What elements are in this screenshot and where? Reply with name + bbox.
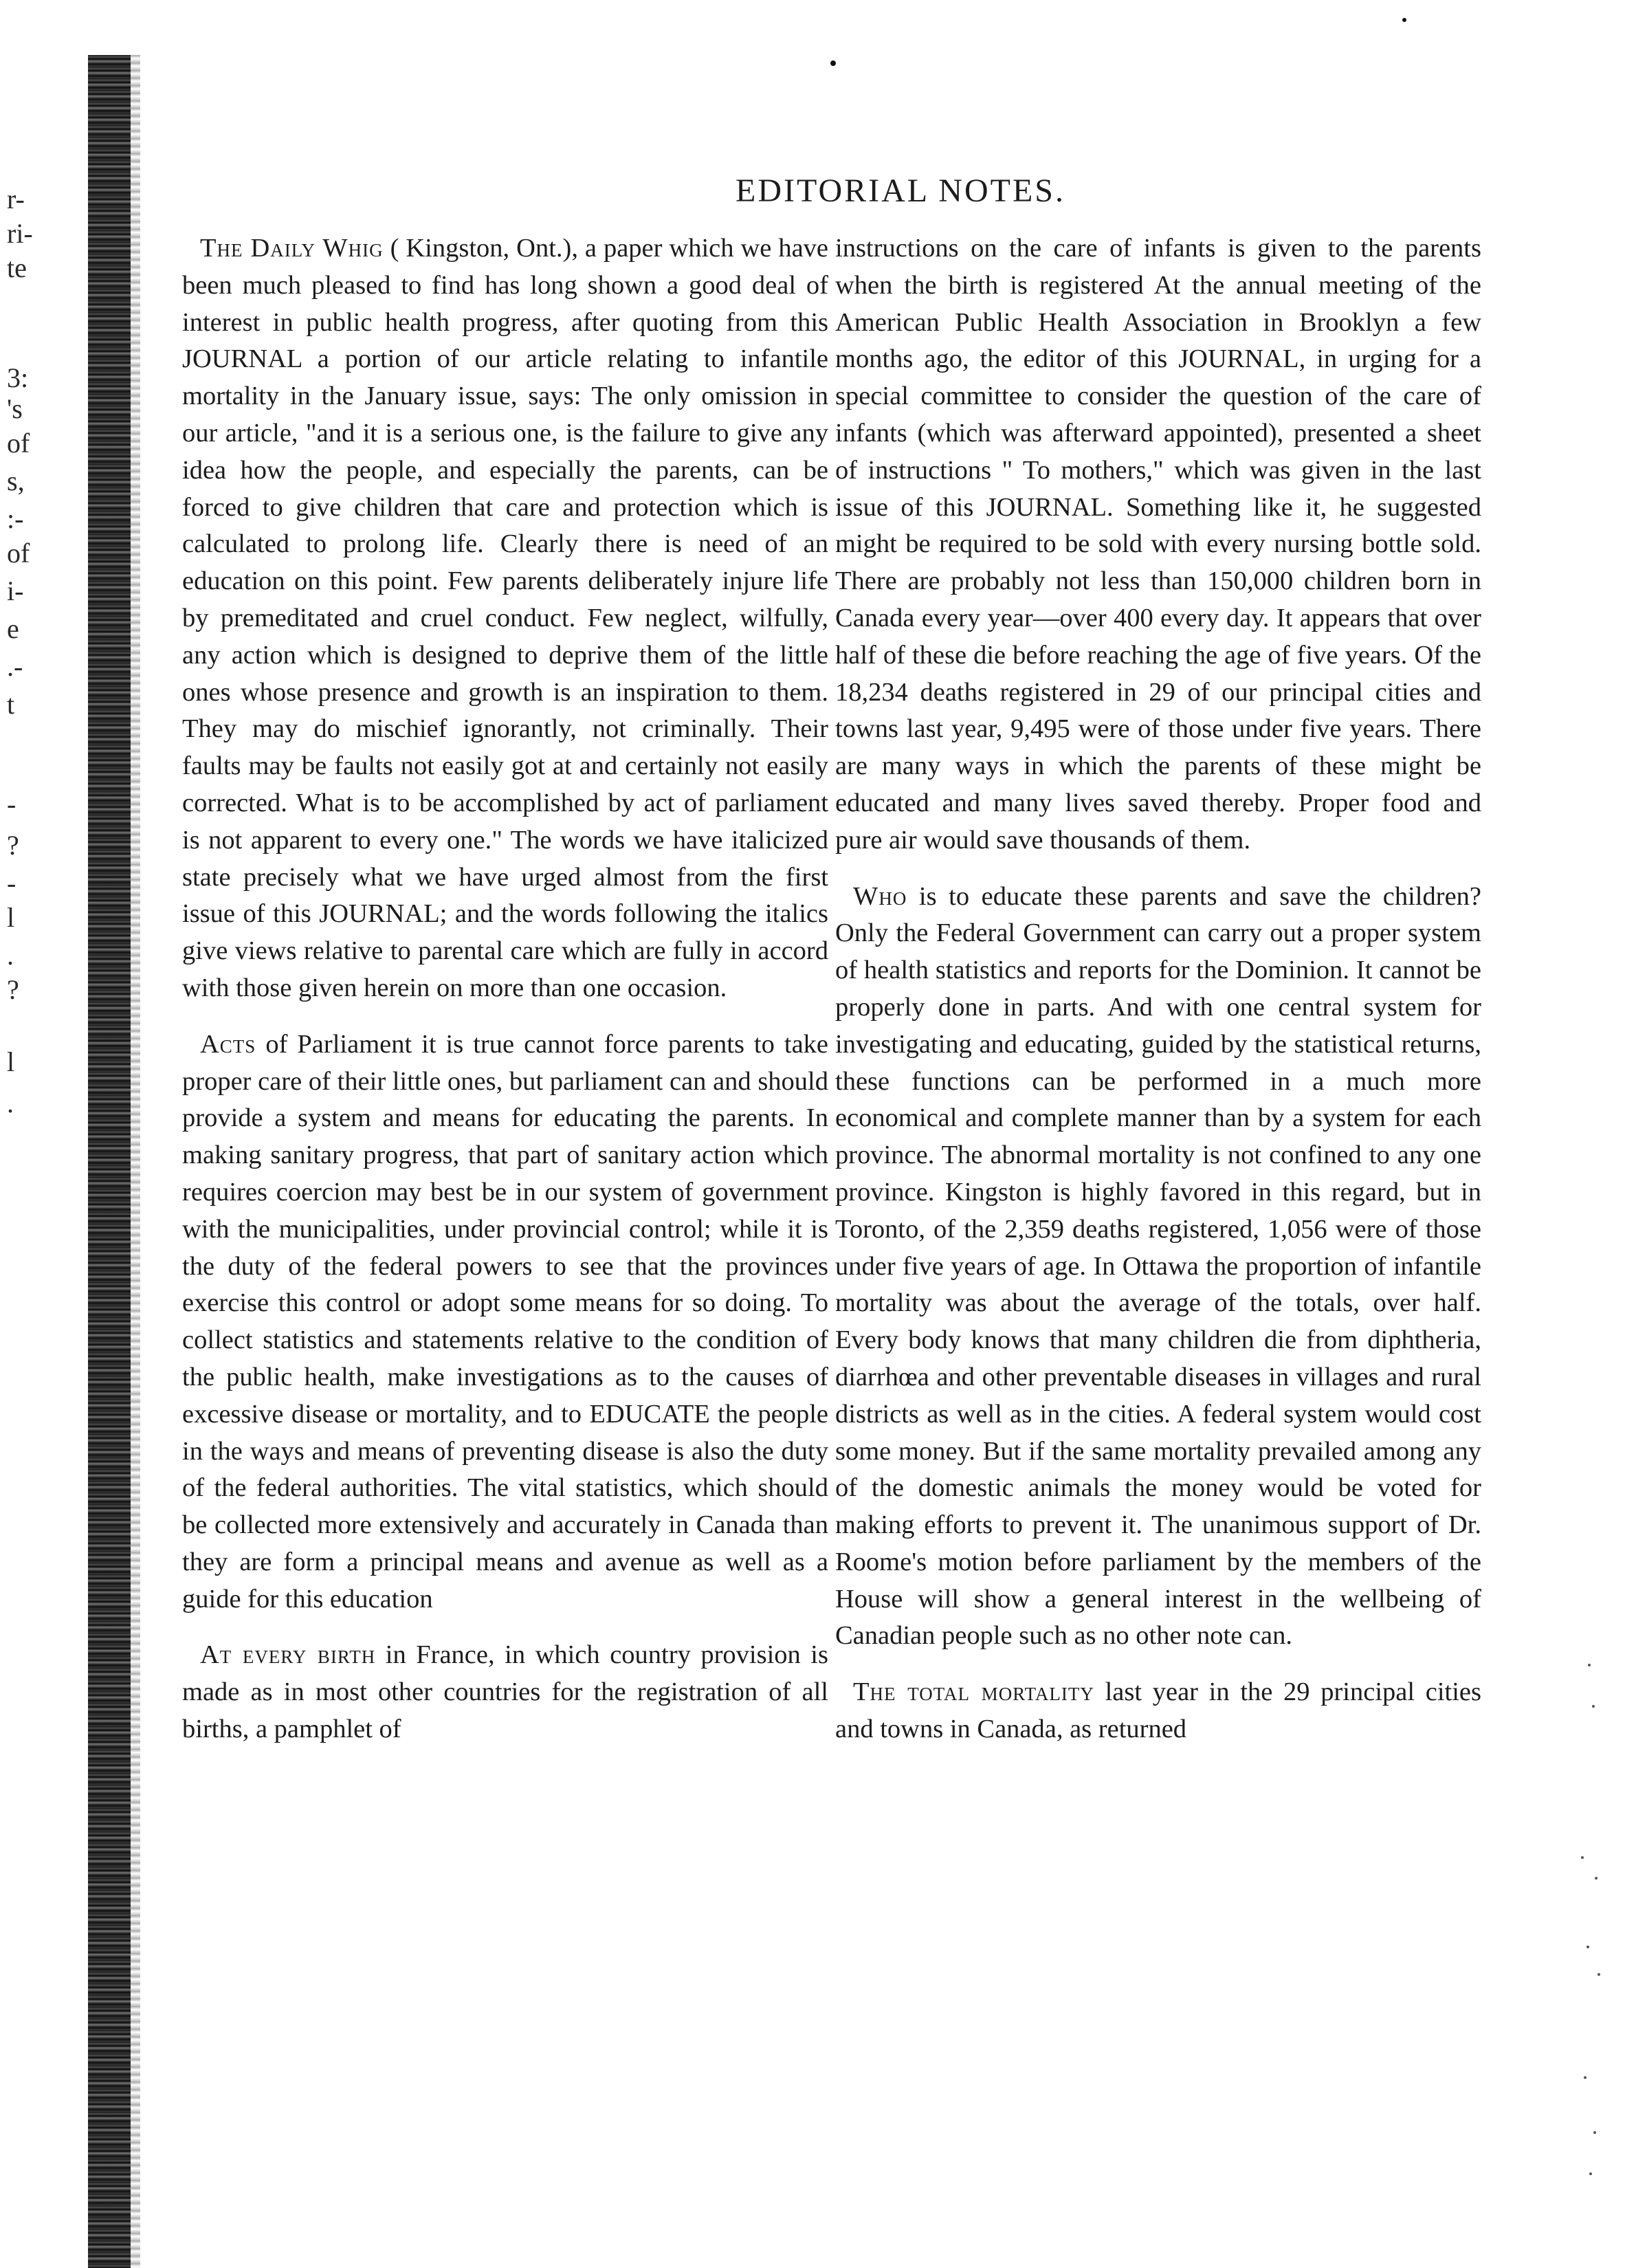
margin-fragment: -: [7, 868, 16, 899]
margin-fragment: r-: [7, 184, 25, 214]
right-column: [835, 230, 1481, 1768]
margin-fragment: l: [7, 902, 15, 933]
margin-fragment: 3:: [7, 362, 29, 393]
margin-fragment: ri-: [7, 218, 33, 249]
margin-fragment: .: [7, 940, 14, 971]
margin-fragment: .-: [7, 651, 23, 682]
margin-fragment: -: [7, 789, 16, 819]
paragraph: [182, 1026, 828, 1618]
ink-speck: [1584, 2076, 1587, 2079]
left-column: [182, 230, 828, 1768]
margin-fragment: :-: [7, 503, 24, 534]
paragraph: [835, 879, 1481, 1655]
margin-fragment: .: [7, 1088, 14, 1119]
left-margin-fragments: [0, 0, 76, 2268]
paragraph: [835, 230, 1481, 859]
margin-fragment: i-: [7, 575, 24, 606]
ink-speck: [1587, 1946, 1589, 1948]
paragraph: [182, 230, 828, 1007]
ink-speck: [1595, 1877, 1598, 1880]
margin-fragment: s,: [7, 465, 25, 496]
ink-speck: [1592, 1705, 1595, 1708]
margin-fragment: l: [7, 1046, 15, 1077]
margin-fragment: of: [7, 538, 30, 569]
right-margin-specks: [1574, 1650, 1615, 2200]
margin-fragment: e: [7, 613, 19, 644]
ink-speck: [1589, 2172, 1592, 2175]
paragraph-text: ( Kingston, Ont.), a paper which we have been much pleased to find has long shown a good deal of interest in public health progress, after quoting from this JOURNAL a portion of our article relating to infantile mortality in the January issue, says: The only omission in our article, "and it is a serious one, is the failure to give any idea how the people, and especially the parents, can be forced to give children that care and protection which is calculated to prolong life. Clearly there is need of an education on this point. Few parents deliberately injure life by premeditated and cruel conduct. Few neglect, wilfully, any action which is designed to deprive them of the little ones whose presence and growth is an inspiration to them. They may do mischief ignorantly, not criminally. Their faults may be faults not easily got at and certainly not easily corrected. What is to be accomplished by act of parliament is not apparent to every one." The words we have italicized state precisely what we have urged almost from the first issue of this JOURNAL; and the words following the italics give views relative to parental care which are fully in accord with those given herein on more than one occasion.: [182, 234, 828, 1002]
paragraph-lead: The Daily Whig: [200, 234, 384, 263]
paragraph-text: of Parliament it is true cannot force parents to take proper care of their little ones, but parliament can and should provide a system and means for educating the parents. In making sanitary progress, that part of sanitary action which requires coercion may best be in our system of government with the municipalities, under provincial control; while it is the duty of the federal powers to see that the provinces exercise this control or adopt some means for so doing. To collect statistics and statements relative to the condition of the public health, make investigations as to the causes of excessive disease or mortality, and to EDUCATE the people in the ways and means of preventing disease is also the duty of the federal authorities. The vital statistics, which should be collected more extensively and accurately in Canada than they are form a principal means and avenue as well as a guide for this education: [182, 1029, 828, 1614]
paragraph-lead: The total mortality: [853, 1677, 1094, 1707]
paragraph-lead: Acts: [200, 1029, 256, 1059]
ink-speck: [1588, 1664, 1591, 1666]
page-header: EDITORIAL NOTES.: [736, 173, 1065, 209]
paragraph-lead: At every birth: [200, 1640, 376, 1670]
margin-fragment: of: [7, 428, 30, 459]
ink-speck: [1598, 1973, 1600, 1976]
margin-fragment: te: [7, 252, 27, 283]
paragraph-text: in France, in which country provision is made as in most other countries for the registration of all births, a pamphlet of: [182, 1640, 828, 1744]
margin-fragment: ?: [7, 830, 19, 861]
paragraph: [182, 1637, 828, 1748]
ink-speck: [1581, 1856, 1584, 1859]
paragraph-lead: Who: [853, 881, 907, 911]
paragraph: [835, 1674, 1481, 1748]
margin-fragment: ?: [7, 974, 19, 1005]
paragraph-text: is to educate these parents and save the children? Only the Federal Government can carry out a proper system of health statistics and reports for the Dominion. It cannot be properly done in parts. And with one central system for investigating and educating, guided by the statistical returns, these functions can be performed in a much more economical and complete manner than by a system for each province. The abnormal mortality is not confined to any one province. Kingston is highly favored in this regard, but in Toronto, of the 2,359 deaths registered, 1,056 were of those under five years of age. In Ottawa the proportion of infantile mortality was about the average of the totals, over half. Every body knows that many children die from diphtheria, diarrhœa and other preventable diseases in villages and rural districts as well as in the cities. A federal system would cost some money. But if the same mortality prevailed among any of the domestic animals the money would be voted for making efforts to prevent it. The unanimous support of Dr. Roome's motion before parliament by the members of the House will show a general interest in the wellbeing of Canadian people such as no other note can.: [835, 881, 1481, 1651]
paragraph-text: last year in the 29 principal cities and towns in Canada, as returned: [835, 1677, 1481, 1744]
ink-speck: [1402, 18, 1406, 22]
ink-speck: [830, 60, 836, 66]
margin-fragment: 's: [7, 393, 23, 424]
page-binding-edge: [88, 55, 131, 2268]
paragraph-text: instructions on the care of infants is given to the parents when the birth is registered At the annual meeting of the American Public Health Association in Brooklyn a few months ago, the editor of this JOURNAL, in urging for a special committee to consider the question of the care of infants (which was afterward appointed), presented a sheet of instructions " To mothers," which was given in the last issue of this JOURNAL. Something like it, he suggested might be required to be sold with every nursing bottle sold. There are probably not less than 150,000 children born in Canada every year—over 400 every day. It appears that over half of these die before reaching the age of five years. Of the 18,234 deaths registered in 29 of our principal cities and towns last year, 9,495 were of those under five years. There are many ways in which the parents of these might be educated and many lives saved thereby. Proper food and pure air would save thousands of them.: [835, 234, 1481, 855]
ink-speck: [1593, 2131, 1596, 2134]
margin-fragment: t: [7, 689, 15, 720]
